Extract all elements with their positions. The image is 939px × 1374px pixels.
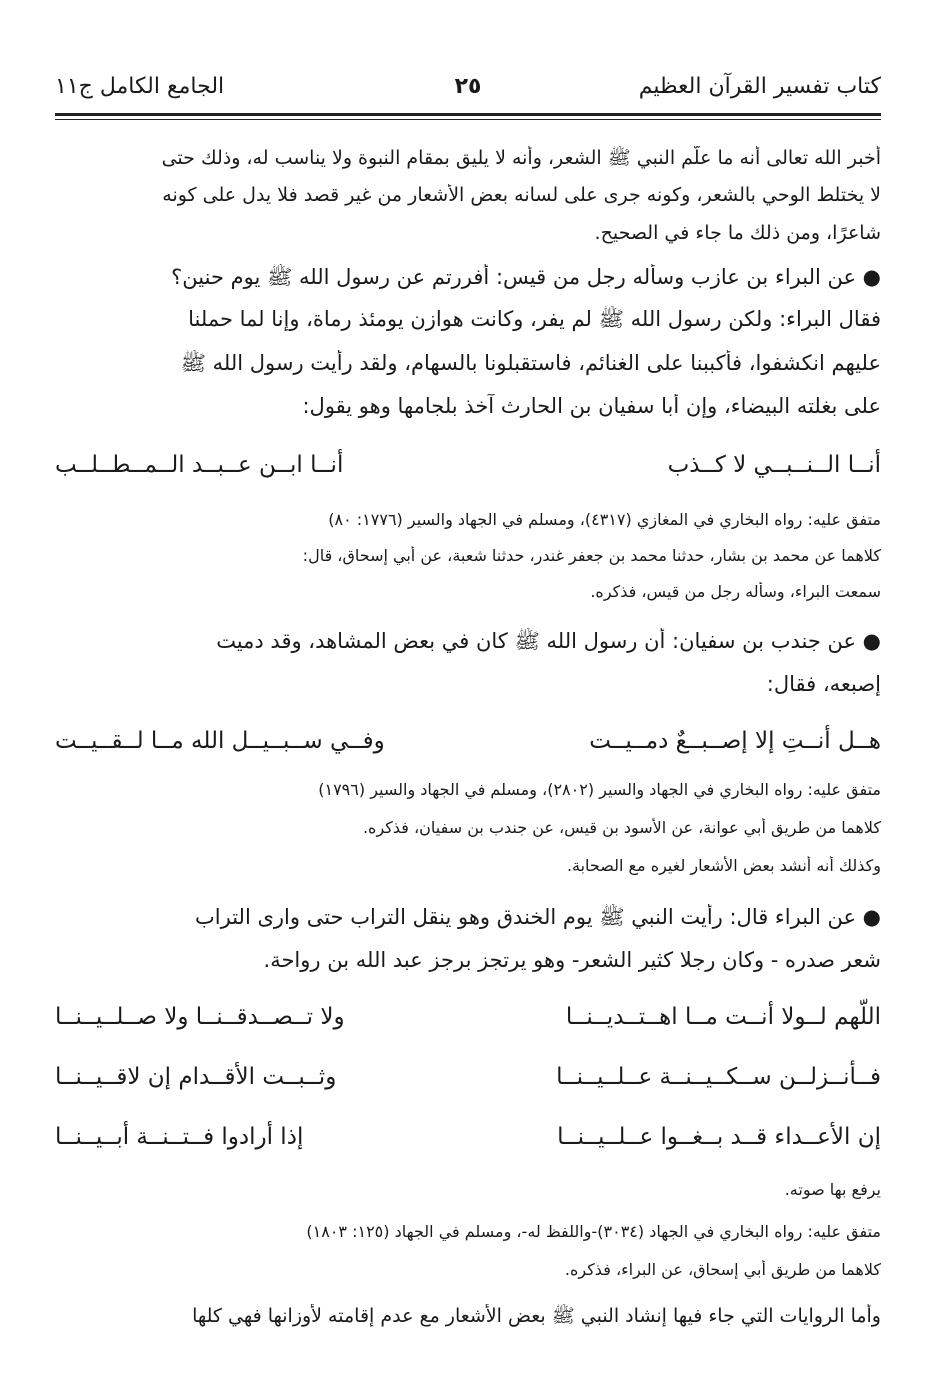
verse-line xyxy=(55,1004,881,1044)
verse-hemistich-right: فــأنــزلــن ســكــيــنــة عــلــيــنــا xyxy=(556,1064,881,1090)
verse-hemistich-left: وثــبــت الأقــدام إن لاقــيــنــا xyxy=(55,1064,337,1090)
reference-line: كلاهما من طريق أبي عوانة، عن الأسود بن قيس، عن جندب بن سفيان، فذكره. xyxy=(362,818,881,837)
header-rule-thin xyxy=(55,119,881,120)
book-title: كتاب تفسير القرآن العظيم xyxy=(638,74,881,99)
hadith-line: عليهم انكشفوا، فأكببنا على الغنائم، فاستقبلونا بالسهام، ولقد رأيت رسول الله ﷺ xyxy=(180,351,881,375)
page-number: ٢٥ xyxy=(454,74,482,99)
verse-line xyxy=(55,1124,881,1164)
para-line: أخبر الله تعالى أنه ما علّم النبي ﷺ الشعر، وأنه لا يليق بمقام النبوة ولا يناسب له، وذلك حتى xyxy=(161,147,881,169)
verse-hemistich-left: وفــي ســبــيــل الله مــا لــقــيــت xyxy=(55,728,385,754)
after-verses-line: يرفع بها صوته. xyxy=(784,1180,881,1199)
verse-hemistich-right: إن الأعــداء قــد بــغــوا عــلــيــنــا xyxy=(557,1124,881,1150)
verse-hemistich-left: أنــا ابــن عــبــد الــمــطــلــب xyxy=(55,452,344,478)
verse-hemistich-right: اللّهم لــولا أنــت مــا اهــتــديــنــا xyxy=(565,1004,881,1030)
reference-line: متفق عليه: رواه البخاري في المغازي (٤٣١٧)، ومسلم في الجهاد والسير (١٧٧٦: ٨٠) xyxy=(328,510,881,529)
hadith-line: فقال البراء: ولكن رسول الله ﷺ لم يفر، وكانت هوازن يومئذ رماة، وإنا لما حملنا xyxy=(188,307,881,331)
verse-hemistich-right: أنــا الــنــبــي لا كــذب xyxy=(667,452,881,478)
reference-line: سمعت البراء، وسأله رجل من قيس، فذكره. xyxy=(590,582,881,601)
hadith-line: شعر صدره - وكان رجلا كثير الشعر- وهو يرتجز برجز عبد الله بن رواحة. xyxy=(263,948,881,972)
verse-hemistich-left: إذا أرادوا فــتــنــة أبــيــنــا xyxy=(55,1124,304,1150)
series-label: الجامع الكامل ج١١ xyxy=(55,74,225,99)
para-line: شاعرًا، ومن ذلك ما جاء في الصحيح. xyxy=(594,222,881,244)
hadith-line: على بغلته البيضاء، وإن أبا سفيان بن الحارث آخذ بلجامها وهو يقول: xyxy=(302,394,881,418)
hadith-line: ● عن البراء قال: رأيت النبي ﷺ يوم الخندق وهو ينقل التراب حتى وارى التراب xyxy=(195,905,881,929)
verse-line xyxy=(55,452,881,492)
reference-line: كلاهما عن محمد بن بشار، حدثنا محمد بن جعفر غندر، حدثنا شعبة، عن أبي إسحاق، قال: xyxy=(302,546,881,565)
reference-line: متفق عليه: رواه البخاري في الجهاد والسير (٢٨٠٢)، ومسلم في الجهاد والسير (١٧٩٦) xyxy=(318,780,881,799)
page-header xyxy=(55,70,881,106)
verse-line xyxy=(55,1064,881,1104)
hadith-line: إصبعه، فقال: xyxy=(766,672,881,696)
verse-hemistich-right: هــل أنــتِ إلا إصــبــعٌ دمــيــت xyxy=(589,728,881,754)
reference-line: وكذلك أنه أنشد بعض الأشعار لغيره مع الصحابة. xyxy=(566,856,881,875)
reference-line: كلاهما من طريق أبي إسحاق، عن البراء، فذكره. xyxy=(564,1260,881,1279)
closing-line: وأما الروايات التي جاء فيها إنشاد النبي ﷺ بعض الأشعار مع عدم إقامته لأوزانها فهي كلها xyxy=(192,1305,881,1327)
verse-line xyxy=(55,728,881,768)
para-line: لا يختلط الوحي بالشعر، وكونه جرى على لسانه بعض الأشعار من غير قصد فلا يدل على كونه xyxy=(162,184,881,206)
hadith-line: ● عن جندب بن سفيان: أن رسول الله ﷺ كان في بعض المشاهد، وقد دميت xyxy=(216,629,881,653)
reference-line: متفق عليه: رواه البخاري في الجهاد (٣٠٣٤)-واللفظ له-، ومسلم في الجهاد (١٢٥: ١٨٠٣) xyxy=(306,1222,881,1241)
verse-hemistich-left: ولا تــصــدقــنــا ولا صــلــيــنــا xyxy=(55,1004,345,1030)
header-rule-thick xyxy=(55,113,881,116)
hadith-line: ● عن البراء بن عازب وسأله رجل من قيس: أفررتم عن رسول الله ﷺ يوم حنين؟ xyxy=(171,265,881,289)
